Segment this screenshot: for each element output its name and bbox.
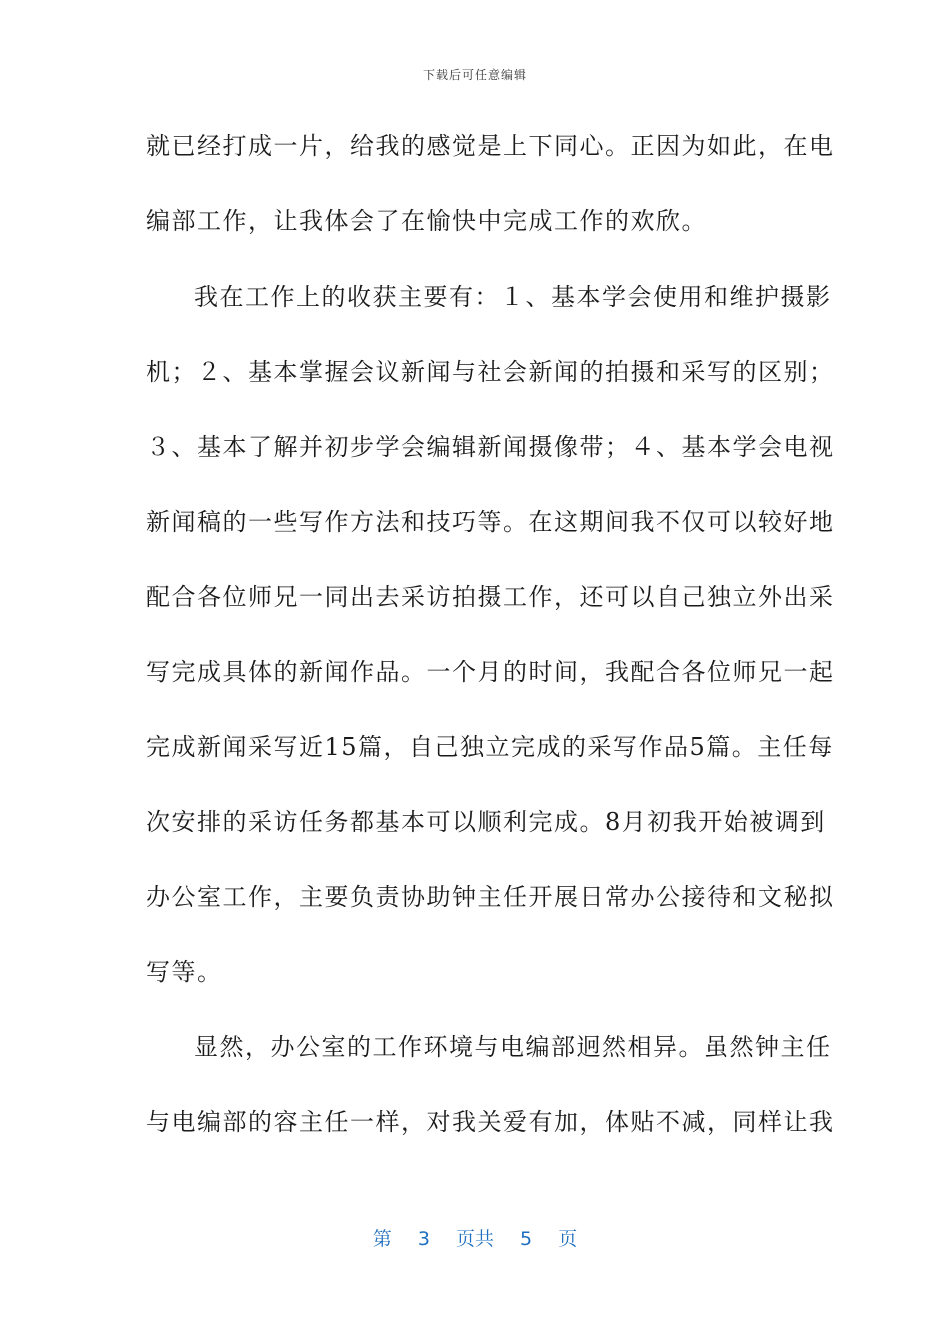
paragraph-start-line: 显然，办公室的工作环境与电编部迥然相异。虽然钟主任	[194, 1033, 832, 1061]
body-line: ３、基本了解并初步学会编辑新闻摄像带；４、基本学会电视	[146, 433, 835, 461]
current-page-number: 3	[417, 1228, 430, 1250]
body-line: 就已经打成一片，给我的感觉是上下同心。正因为如此，在电	[146, 132, 835, 160]
header-note: 下载后可任意编辑	[422, 68, 527, 82]
body-line: 配合各位师兄一同出去采访拍摄工作，还可以自己独立外出采	[146, 583, 835, 611]
body-line: 办公室工作，主要负责协助钟主任开展日常办公接待和文秘拟	[146, 883, 835, 911]
body-line: 机；２、基本掌握会议新闻与社会新闻的拍摄和采写的区别；	[146, 358, 835, 386]
body-line: 与电编部的容主任一样，对我关爱有加，体贴不减，同样让我	[146, 1108, 835, 1136]
body-line: 写完成具体的新闻作品。一个月的时间，我配合各位师兄一起	[146, 658, 835, 686]
footer-suffix: 页	[558, 1228, 578, 1250]
footer-middle: 页共	[455, 1228, 494, 1250]
body-line: 写等。	[146, 958, 223, 986]
body-line: 编部工作，让我体会了在愉快中完成工作的欢欣。	[146, 207, 707, 235]
paragraph-start-line: 我在工作上的收获主要有：１、基本学会使用和维护摄影	[194, 283, 832, 311]
footer-prefix: 第	[372, 1228, 392, 1250]
body-line: 新闻稿的一些写作方法和技巧等。在这期间我不仅可以较好地	[146, 508, 835, 536]
total-page-count: 5	[520, 1228, 533, 1250]
body-line: 完成新闻采写近15篇，自己独立完成的采写作品5篇。主任每	[146, 733, 834, 761]
body-line: 次安排的采访任务都基本可以顺利完成。8月初我开始被调到	[146, 808, 826, 836]
page-number-footer	[0, 1224, 950, 1251]
